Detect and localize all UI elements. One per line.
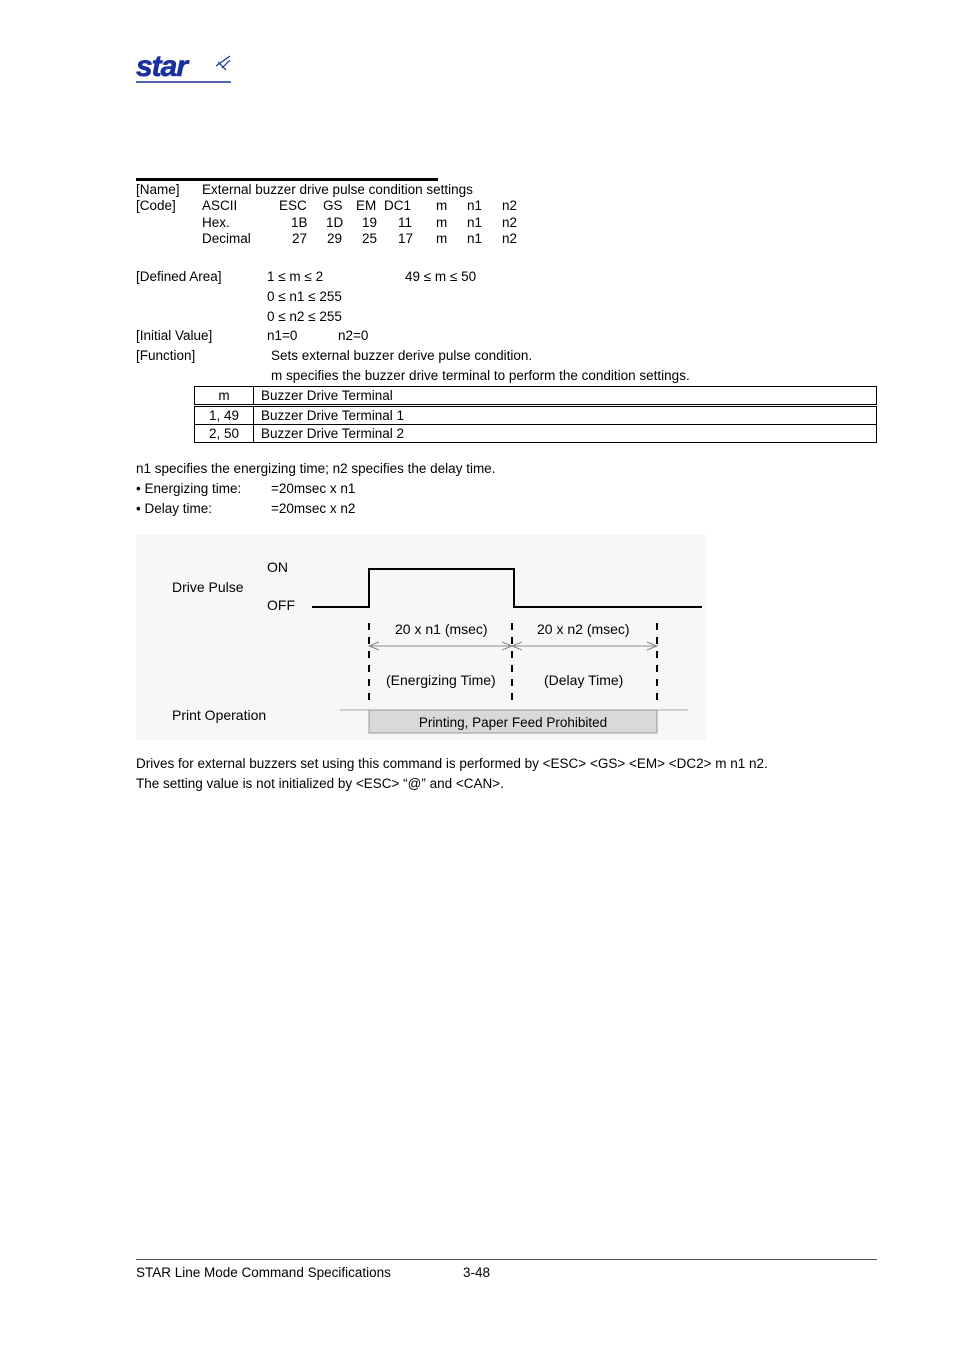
on-label: ON [267, 559, 288, 575]
table-cell: 1, 49 [195, 406, 254, 425]
code-cell: n1 [467, 198, 483, 213]
delay-time-label: (Delay Time) [544, 672, 624, 688]
star-logo [136, 52, 232, 84]
code-cell: 29 [327, 231, 343, 246]
name-value: External buzzer drive pulse condition settings [202, 182, 473, 197]
delay-value: =20msec x n2 [271, 501, 356, 516]
n1-time-label: 20 x n1 (msec) [395, 621, 488, 637]
code-cell: 1B [291, 215, 308, 230]
function-label: [Function] [136, 348, 196, 363]
code-cell: GS [323, 198, 343, 213]
delay-label: • Delay time: [136, 501, 212, 516]
defined-area-value: 0 ≤ n2 ≤ 255 [267, 309, 342, 324]
star-logo-icon [136, 52, 232, 84]
table-header-row [195, 387, 877, 406]
code-cell: EM [356, 198, 377, 213]
table-cell: 2, 50 [195, 425, 254, 443]
footer-rule [136, 1259, 877, 1260]
initial-value-label: [Initial Value] [136, 328, 213, 343]
initial-value-n1: n1=0 [267, 328, 298, 343]
name-label: [Name] [136, 182, 180, 197]
code-cell: n1 [467, 215, 483, 230]
defined-area-label: [Defined Area] [136, 269, 222, 284]
function-line: Sets external buzzer derive pulse condition. [271, 348, 533, 363]
code-row-label: Decimal [202, 231, 251, 246]
off-label: OFF [267, 597, 295, 613]
code-cell: m [436, 215, 448, 230]
page-number: 3-48 [463, 1265, 491, 1280]
note-line: The setting value is not initialized by <ESC> “@” and <CAN>. [136, 776, 504, 791]
code-cell: 1D [326, 215, 344, 230]
code-cell: 25 [362, 231, 378, 246]
defined-area-alt-value: 49 ≤ m ≤ 50 [405, 269, 477, 284]
code-cell: n1 [467, 231, 483, 246]
code-cell: m [436, 231, 448, 246]
code-cell: DC1 [384, 198, 412, 213]
section-rule [136, 178, 438, 181]
prohibited-label: Printing, Paper Feed Prohibited [418, 715, 608, 730]
table-row [195, 425, 877, 443]
timing-intro: n1 specifies the energizing time; n2 specifies the delay time. [136, 461, 496, 476]
code-label: [Code] [136, 198, 176, 213]
code-cell: 17 [398, 231, 414, 246]
function-line: m specifies the buzzer drive terminal to perform the condition settings. [271, 368, 690, 383]
code-cell: m [436, 198, 448, 213]
defined-area-value: 1 ≤ m ≤ 2 [267, 269, 324, 284]
drive-pulse-label: Drive Pulse [172, 579, 244, 595]
table-header-cell: m [195, 387, 254, 406]
code-cell: n2 [502, 231, 518, 246]
logo-text: star [136, 52, 188, 83]
note-line: Drives for external buzzers set using this command is performed by <ESC> <GS> <EM> <DC2> m n1 n2. [136, 756, 768, 771]
code-cell: n2 [502, 215, 518, 230]
terminal-table [194, 386, 877, 443]
table-cell: Buzzer Drive Terminal 1 [254, 406, 877, 425]
code-row-label: Hex. [202, 215, 230, 230]
code-cell: n2 [502, 198, 518, 213]
code-row-label: ASCII [202, 198, 238, 213]
print-operation-label: Print Operation [172, 707, 267, 723]
energizing-value: =20msec x n1 [271, 481, 356, 496]
table-row [195, 406, 877, 425]
timing-diagram [136, 535, 706, 740]
energizing-time-label: (Energizing Time) [386, 672, 496, 688]
initial-value-n2: n2=0 [338, 328, 369, 343]
defined-area-value: 0 ≤ n1 ≤ 255 [267, 289, 342, 304]
code-cell: 11 [398, 215, 413, 230]
n2-time-label: 20 x n2 (msec) [537, 621, 630, 637]
code-cell: 27 [292, 231, 308, 246]
energizing-label: • Energizing time: [136, 481, 242, 496]
code-cell: 19 [362, 215, 378, 230]
table-header-cell: Buzzer Drive Terminal [254, 387, 877, 406]
code-cell: ESC [279, 198, 307, 213]
table-cell: Buzzer Drive Terminal 2 [254, 425, 877, 443]
footer-title: STAR Line Mode Command Specifications [136, 1265, 391, 1280]
